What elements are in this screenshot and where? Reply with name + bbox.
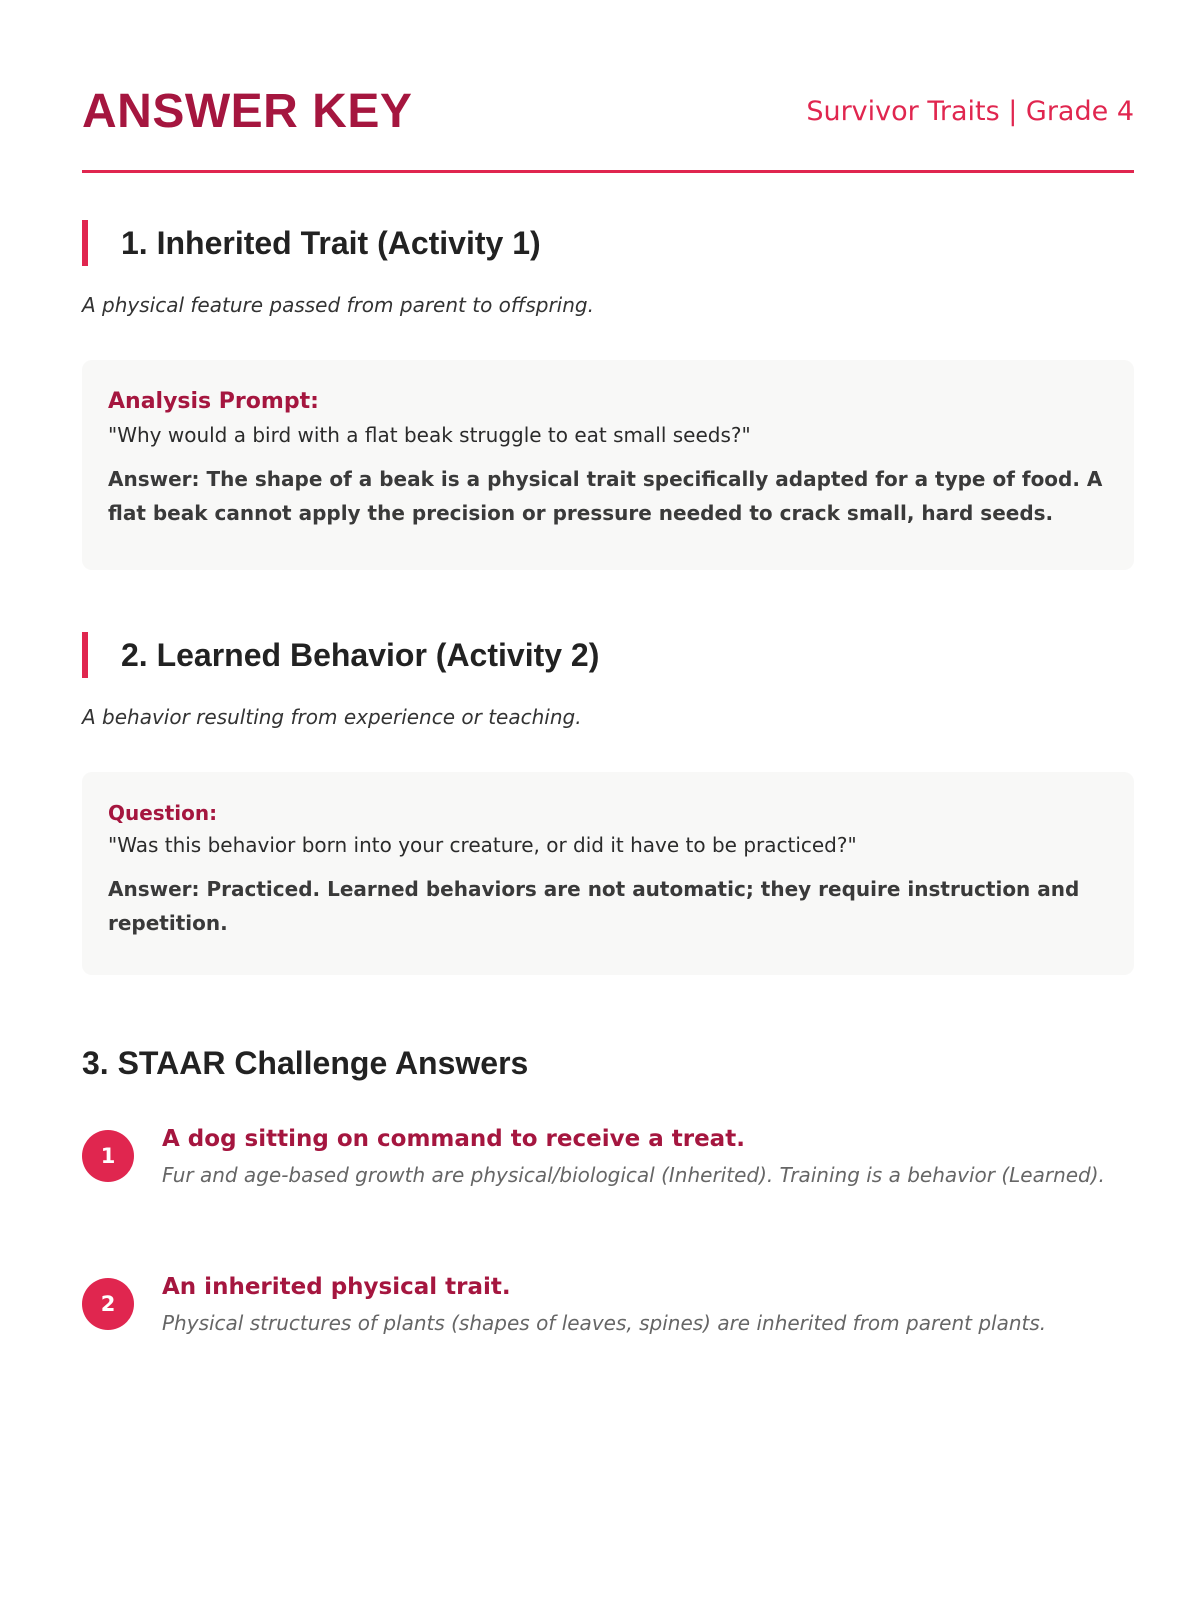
card-question: "Why would a bird with a flat beak struggle to eat small seeds?" [108,423,751,447]
section-1-card [82,360,1134,570]
section-1-heading: 1. Inherited Trait (Activity 1) [82,220,541,266]
page-title: ANSWER KEY [82,85,413,138]
section-2-card [82,772,1134,975]
number-badge: 2 [82,1278,134,1330]
staar-explanation: Fur and age-based growth are physical/biological (Inherited). Training is a behavior (Learned). [162,1163,1105,1187]
staar-answer-text: An inherited physical trait. [162,1274,511,1300]
section-2-definition: A behavior resulting from experience or teaching. [82,705,582,729]
staar-answer-body [162,1122,1134,1192]
section-1-definition: A physical feature passed from parent to offspring. [82,293,594,317]
number-badge: 1 [82,1130,134,1182]
card-answer: Answer: Practiced. Learned behaviors are not automatic; they require instruction and repetition. [108,877,1080,935]
card-label: Question: [108,801,218,825]
staar-answer-body [162,1270,1134,1340]
staar-explanation: Physical structures of plants (shapes of leaves, spines) are inherited from parent plants. [162,1311,1047,1335]
header [82,80,1134,173]
section-2-heading: 2. Learned Behavior (Activity 2) [82,632,599,678]
section-3-heading: 3. STAAR Challenge Answers [82,1045,529,1081]
card-label: Analysis Prompt: [108,389,319,414]
staar-answer-item [82,1126,1134,1240]
page-subtitle: Survivor Traits | Grade 4 [806,96,1134,127]
staar-answer-item [82,1274,1134,1358]
card-answer: Answer: The shape of a beak is a physical trait specifically adapted for a type of food. A flat beak cannot apply the precision or pressure needed to crack small, hard seeds. [108,467,1103,525]
staar-answer-text: A dog sitting on command to receive a treat. [162,1126,745,1152]
card-question: "Was this behavior born into your creature, or did it have to be practiced?" [108,833,857,857]
